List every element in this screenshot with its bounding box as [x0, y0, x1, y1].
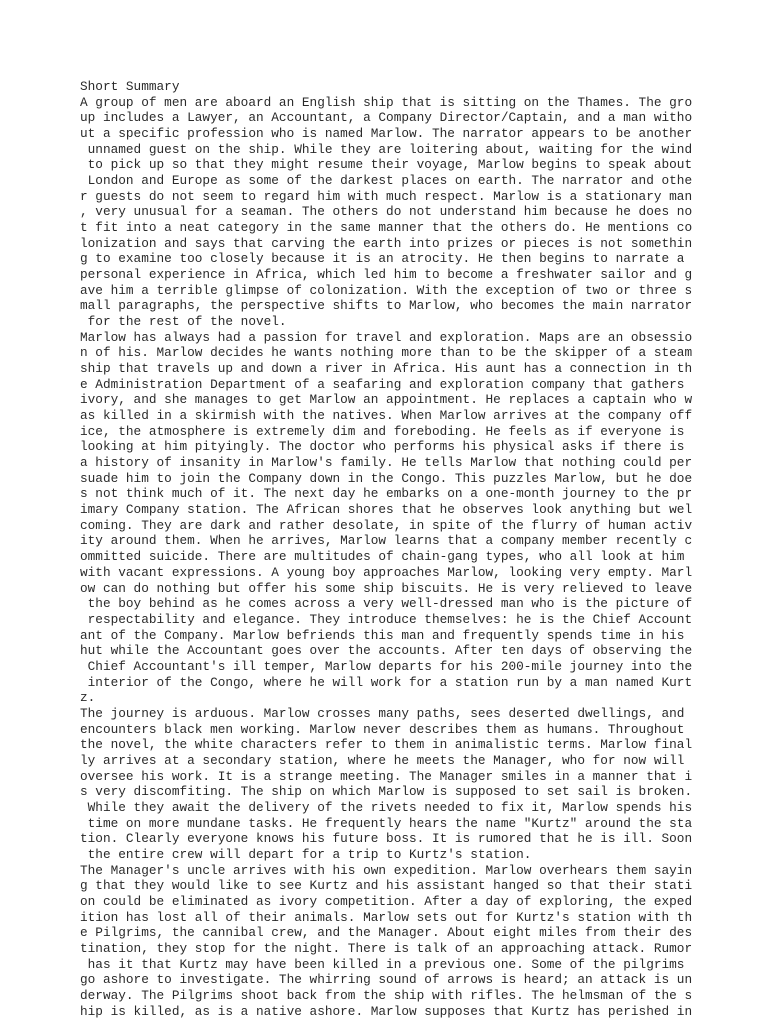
text-line: tination, they stop for the night. There is talk of an approaching attack. Rumor — [80, 940, 693, 956]
text-line: hip is killed, as is a native ashore. Marlow supposes that Kurtz has perished in — [80, 1003, 693, 1019]
text-line: derway. The Pilgrims shoot back from the ship with rifles. The helmsman of the s — [80, 987, 693, 1003]
text-line: personal experience in Africa, which led him to become a freshwater sailor and g — [80, 267, 693, 283]
text-line: looking at him pityingly. The doctor who performs his physical asks if there is — [80, 439, 685, 455]
text-line: Chief Accountant's ill temper, Marlow departs for his 200-mile journey into the — [80, 658, 693, 674]
text-line: ave him a terrible glimpse of colonization. With the exception of two or three s — [80, 282, 693, 298]
text-line: While they await the delivery of the rivets needed to fix it, Marlow spends his — [80, 799, 693, 815]
text-line: ow can do nothing but offer his some ship biscuits. He is very relieved to leave — [80, 580, 693, 596]
text-line: s not think much of it. The next day he embarks on a one-month journey to the pr — [80, 486, 693, 502]
text-line: as killed in a skirmish with the natives. When Marlow arrives at the company off — [80, 408, 693, 424]
text-line: , very unusual for a seaman. The others do not understand him because he does no — [80, 204, 693, 220]
text-line: imary Company station. The African shores that he observes look anything but wel — [80, 502, 693, 518]
text-line: ity around them. When he arrives, Marlow learns that a company member recently c — [80, 533, 693, 549]
text-line: interior of the Congo, where he will work for a station run by a man named Kurt — [80, 674, 693, 690]
text-line: ition has lost all of their animals. Marlow sets out for Kurtz's station with th — [80, 909, 693, 925]
text-line: e Administration Department of a seafaring and exploration company that gathers — [80, 376, 685, 392]
text-line: e Pilgrims, the cannibal crew, and the Manager. About eight miles from their des — [80, 925, 693, 941]
text-line: unnamed guest on the ship. While they are loitering about, waiting for the wind — [80, 141, 693, 157]
text-line: to pick up so that they might resume their voyage, Marlow begins to speak about — [80, 157, 693, 173]
text-line: time on more mundane tasks. He frequently hears the name "Kurtz" around the sta — [80, 815, 693, 831]
text-line: ant of the Company. Marlow befriends this man and frequently spends time in his — [80, 627, 685, 643]
text-line: g to examine too closely because it is an atrocity. He then begins to narrate a — [80, 251, 685, 267]
text-line: coming. They are dark and rather desolate, in spite of the flurry of human activ — [80, 517, 693, 533]
text-line: The journey is arduous. Marlow crosses many paths, sees deserted dwellings, and — [80, 705, 685, 721]
text-line: ivory, and she manages to get Marlow an appointment. He replaces a captain who w — [80, 392, 693, 408]
text-line: up includes a Lawyer, an Accountant, a Company Director/Captain, and a man witho — [80, 110, 693, 126]
text-line: hut while the Accountant goes over the accounts. After ten days of observing the — [80, 643, 693, 659]
text-line: ommitted suicide. There are multitudes of chain-gang types, who all look at him — [80, 549, 685, 565]
text-line: Marlow has always had a passion for travel and exploration. Maps are an obsessio — [80, 329, 693, 345]
text-line: ut a specific profession who is named Marlow. The narrator appears to be another — [80, 126, 693, 142]
text-line: the novel, the white characters refer to them in animalistic terms. Marlow final — [80, 737, 693, 753]
text-line: t fit into a neat category in the same manner that the others do. He mentions co — [80, 220, 693, 236]
text-line: z. — [80, 690, 96, 706]
text-line: s very discomfiting. The ship on which Marlow is supposed to set sail is broken. — [80, 784, 693, 800]
text-line: A group of men are aboard an English ship that is sitting on the Thames. The gro — [80, 94, 693, 110]
text-line: London and Europe as some of the darkest places on earth. The narrator and othe — [80, 173, 693, 189]
text-line: the entire crew will depart for a trip to Kurtz's station. — [80, 846, 532, 862]
text-line: g that they would like to see Kurtz and his assistant hanged so that their stati — [80, 878, 693, 894]
text-line: on could be eliminated as ivory competition. After a day of exploring, the exped — [80, 893, 693, 909]
text-line: a history of insanity in Marlow's family. He tells Marlow that nothing could per — [80, 455, 693, 471]
text-line: ice, the atmosphere is extremely dim and foreboding. He feels as if everyone is — [80, 423, 685, 439]
text-line: mall paragraphs, the perspective shifts to Marlow, who becomes the main narrator — [80, 298, 693, 314]
text-line: The Manager's uncle arrives with his own expedition. Marlow overhears them sayin — [80, 862, 693, 878]
document-heading: Short Summary — [80, 79, 180, 94]
text-line: lonization and says that carving the earth into prizes or pieces is not somethin — [80, 235, 693, 251]
text-line: with vacant expressions. A young boy approaches Marlow, looking very empty. Marl — [80, 564, 693, 580]
text-line: go ashore to investigate. The whirring sound of arrows is heard; an attack is un — [80, 972, 693, 988]
text-line: respectability and elegance. They introduce themselves: he is the Chief Account — [80, 611, 693, 627]
document-body — [80, 79, 692, 1019]
text-line: n of his. Marlow decides he wants nothing more than to be the skipper of a steam — [80, 345, 693, 361]
text-line: r guests do not seem to regard him with much respect. Marlow is a stationary man — [80, 188, 693, 204]
text-line: tion. Clearly everyone knows his future boss. It is rumored that he is ill. Soon — [80, 831, 693, 847]
text-line: the boy behind as he comes across a very well-dressed man who is the picture of — [80, 596, 693, 612]
text-line: oversee his work. It is a strange meeting. The Manager smiles in a manner that i — [80, 768, 693, 784]
text-line: suade him to join the Company down in the Congo. This puzzles Marlow, but he doe — [80, 470, 693, 486]
text-line: encounters black men working. Marlow never describes them as humans. Throughout — [80, 721, 685, 737]
text-line: ship that travels up and down a river in Africa. His aunt has a connection in th — [80, 361, 693, 377]
text-line: ly arrives at a secondary station, where he meets the Manager, who for now will — [80, 752, 685, 768]
text-line: for the rest of the novel. — [80, 314, 287, 330]
text-line: has it that Kurtz may have been killed in a previous one. Some of the pilgrims — [80, 956, 685, 972]
